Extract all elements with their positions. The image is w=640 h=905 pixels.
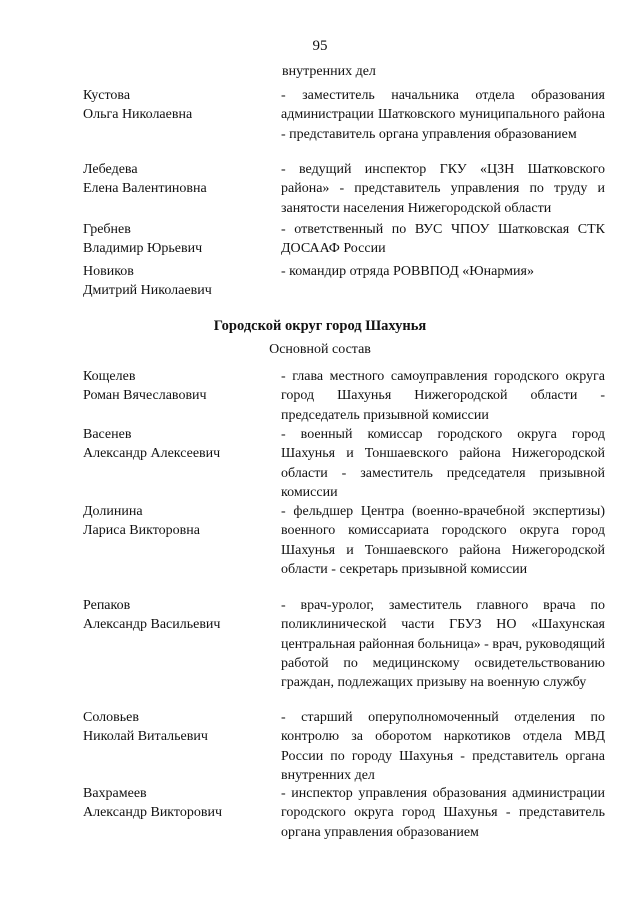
member-name xyxy=(83,784,268,823)
member-role: - заместитель начальника отдела образования администрации Шатковского муниципального района - представитель органа управления образованием xyxy=(281,88,605,142)
section-subtitle: Основной состав xyxy=(269,342,371,357)
member-given-name: Лариса Викторовна xyxy=(83,523,200,539)
member-role: - фельдшер Центра (военно-врачебной экспертизы) военного комиссариата городского округа город Шахунья и Тоншаевского района Нижегородской области - секретарь призывной комиссии xyxy=(281,504,605,577)
member-given-name: Роман Вячеславович xyxy=(83,388,207,404)
member-name xyxy=(83,425,268,464)
member-name xyxy=(83,220,268,259)
member-surname: Лебедева xyxy=(83,162,138,177)
member-name xyxy=(83,367,268,406)
member-surname: Васенев xyxy=(83,427,132,442)
section-title: Городской округ город Шахунья xyxy=(213,318,427,334)
member-surname: Кощелев xyxy=(83,369,136,384)
member-role: - ведущий инспектор ГКУ «ЦЗН Шатковского района» - представитель управления по труду и занятости населения Нижегородской области xyxy=(281,162,605,216)
member-name xyxy=(83,596,268,635)
member-surname: Репаков xyxy=(83,598,131,613)
member-surname: Новиков xyxy=(83,264,134,279)
member-role: - старший оперуполномоченный отделения по контролю за оборотом наркотиков отдела МВД России по городу Шахунья - представитель органа внутренних дел xyxy=(281,710,605,783)
member-name xyxy=(83,708,268,747)
member-given-name: Александр Васильевич xyxy=(83,617,221,633)
member-surname: Вахрамеев xyxy=(83,786,147,801)
member-name xyxy=(83,262,268,301)
continuation-text: внутренних дел xyxy=(282,64,376,79)
member-role: - глава местного самоуправления городского округа город Шахунья Нижегородской области - председатель призывной комиссии xyxy=(281,369,605,423)
member-role: - инспектор управления образования администрации городского округа город Шахунья - представитель органа управления образованием xyxy=(281,786,605,840)
member-role: - врач-уролог, заместитель главного врача по поликлинической части ГБУЗ НО «Шахунская центральная районная больница» - врач, руководящий работой по медицинскому освидетельствованию граждан, подлежащих призыву на военную службу xyxy=(281,598,605,691)
member-surname: Соловьев xyxy=(83,710,139,725)
member-given-name: Александр Викторович xyxy=(83,805,223,821)
member-name xyxy=(83,160,268,199)
member-surname: Гребнев xyxy=(83,222,131,237)
member-given-name: Александр Алексеевич xyxy=(83,446,221,462)
member-given-name: Ольга Николаевна xyxy=(83,107,193,123)
member-role: - ответственный по ВУС ЧПОУ Шатковская СТК ДОСААФ России xyxy=(281,222,605,257)
member-surname: Долинина xyxy=(83,504,143,519)
member-given-name: Елена Валентиновна xyxy=(83,181,207,197)
member-name xyxy=(83,86,268,125)
page-number: 95 xyxy=(312,38,328,54)
member-role: - военный комиссар городского округа город Шахунья и Тоншаевского района Нижегородской области - заместитель председателя призывной комиссии xyxy=(281,427,605,500)
member-role: - командир отряда РОВВПОД «Юнармия» xyxy=(281,264,534,279)
member-surname: Кустова xyxy=(83,88,131,103)
member-given-name: Николай Витальевич xyxy=(83,729,208,745)
member-given-name: Дмитрий Николаевич xyxy=(83,283,212,299)
member-given-name: Владимир Юрьевич xyxy=(83,241,203,257)
member-name xyxy=(83,502,268,541)
